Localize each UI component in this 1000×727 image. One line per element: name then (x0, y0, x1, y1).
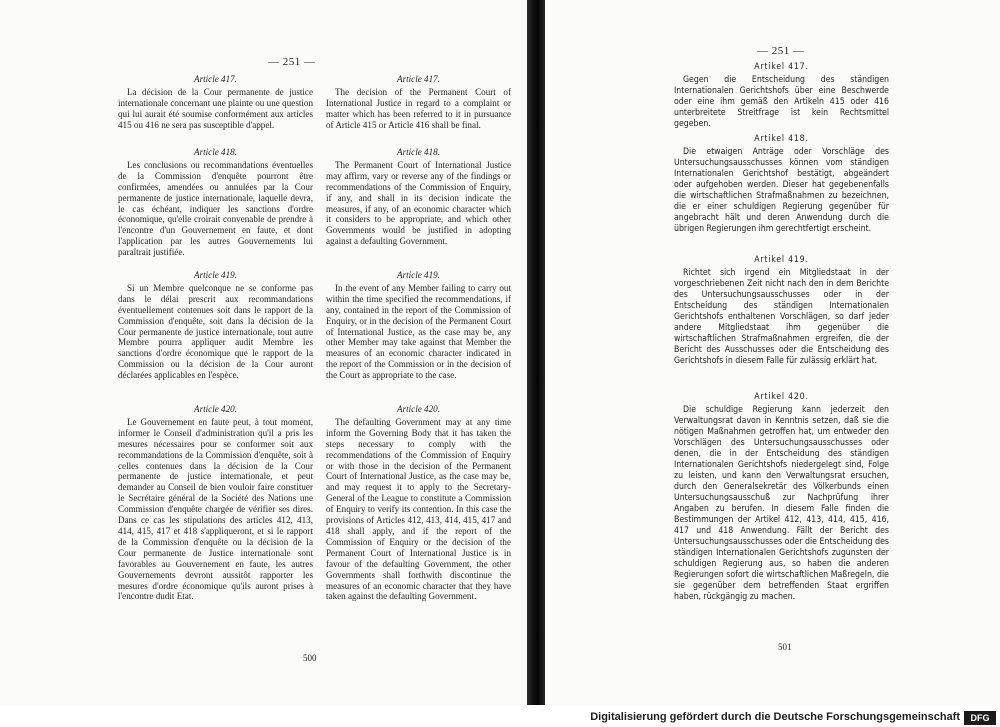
article-text: Die etwaigen Anträge oder Vorschläge des Untersuchungsausschusses können vom ständigen Internationalen Gerichtshof bestätigt, abgeändert oder aufgehoben werden. Dieser hat gegebenenfalls die wirtschaftlichen Strafmaßnahmen zu bezeichnen, die er einer schuldigen Regierung gegenüber für angebracht hält und deren Anwendung durch die übrigen Regierungen ihm gerechtfertigt erscheint. (674, 147, 889, 234)
article-420-en (326, 404, 511, 602)
article-text: The defaulting Government may at any time inform the Governing Body that it has taken the steps necessary to comply with the recommendations of the Commission of Enquiry or with those in the decision of the Permanent Court of International Justice, as the case may be, and may request it to apply to the Secretary-General of the League to constitute a Commission of Enquiry to verify its contention. In this case the provisions of Articles 412, 413, 414, 415, 417 and 418 shall apply, and if the report of the Commission of Enquiry or the decision of the Permanent Court of International Justice is in favour of the defaulting Government, the other Governments shall forthwith discontinue the measures of an economic character that they have taken against the defaulting Government. (326, 416, 511, 602)
article-417-de (674, 62, 889, 130)
article-text: The Permanent Court of International Justice may affirm, vary or reverse any of the findings or recommendations of the Commission of Enquiry, if any, and shall in its decision indicate the measures, if any, of an economic character which it considers to be appropriate, and which other Governments would be justified in adopting against a defaulting Government. (326, 159, 511, 247)
article-text: The decision of the Permanent Court of International Justice in regard to a complaint or matter which has been referred to it in pursuance of Article 415 or Article 416 shall be final. (326, 86, 511, 130)
article-418-fr (118, 147, 313, 258)
article-417-en (326, 74, 511, 131)
article-title: Article 417. (194, 74, 237, 84)
article-419-de (674, 255, 889, 367)
article-title: Artikel 419. (754, 255, 809, 265)
article-420-de (674, 392, 889, 603)
digitization-footer (0, 710, 1000, 727)
article-title: Article 418. (397, 147, 440, 157)
book-gutter (527, 0, 545, 705)
article-title: Article 419. (397, 270, 440, 280)
right-page-header: — 251 — (757, 45, 805, 57)
article-title: Article 419. (194, 270, 237, 280)
article-419-en (326, 270, 511, 381)
article-text: Les conclusions ou recommandations éventuelles de la Commission d'enquête pourront être confirmées, amendées ou annulées par la Cour permanente de justice internationale, laquelle devra, le cas échéant, indiquer les sanctions d'ordre économique, qu'elle croirait convenable de prendre à l'encontre d'un Gouvernement en faute, et dont l'application par les autres Gouvernements lui paraîtrait justifiée. (118, 159, 313, 258)
article-title: Article 420. (194, 404, 237, 414)
article-418-en (326, 147, 511, 247)
left-page-number: 500 (303, 653, 317, 663)
article-text: In the event of any Member failing to carry out within the time specified the recommendations, if any, contained in the report of the Commission of Enquiry, or in the decision of the Permanent Court of International Justice, as the case may be, any other Member may take against that Member the measures of an economic character indicated in the report of the Commission or in the decision of the Court as appropriate to the case. (326, 282, 511, 381)
article-text: Die schuldige Regierung kann jederzeit den Verwaltungsrat davon in Kenntnis setzen, daß sie die nötigen Maßnahmen getroffen hat, um entweder den Vorschlägen des Untersuchungsausschusses oder denen, die in der Entscheidung des ständigen Internationalen Gerichtshofs niedergelegt sind, Folge zu leisten, und kann den Verwaltungsrat ersuchen, durch den Generalsekretär des Völkerbunds einen Untersuchungsausschuß zur Nachprüfung ihrer Angaben zu berufen. In diesem Falle finden die Bestimmungen der Artikel 412, 413, 414, 415, 416, 417 und 418 Anwendung. Fällt der Bericht des Untersuchungsausschusses oder die Entscheidung des ständigen Internationalen Gerichtshofs zugunsten der schuldigen Regierung aus, so haben die anderen Regierungen sofort die wirtschaftlichen Maßregeln, die sie gegenüber dem betreffenden Staat ergriffen haben, rückgängig zu machen. (674, 405, 889, 602)
article-title: Artikel 417. (754, 62, 809, 72)
article-417-fr (118, 74, 313, 131)
article-420-fr (118, 404, 313, 602)
left-page-header: — 251 — (268, 56, 316, 68)
article-418-de (674, 134, 889, 235)
article-text: Le Gouvernement en faute peut, à tout moment, informer le Conseil d'administration qu'il a pris les mesures nécessaires pour se conformer soit aux recommandations de la Commission d'enquête, soit à celles contenues dans la décision de la Cour permanente de justice internationale, et peut demander au Conseil de bien vouloir faire constituer le Secrétaire général de la Société des Nations une Commission d'enquête chargée de vérifier ses dires. Dans ce cas les stipulations des articles 412, 413, 414, 415, 417 et 418 s'appliqueront, et si le rapport de la Commission d'enquête ou la décision de la Cour permanente de Justice internationale sont favorables au Gouvernement en faute, les autres Gouvernements devront aussitôt rapporter les mesures d'ordre économique qu'ils auront prises à l'encontre dudit Etat. (118, 416, 313, 602)
article-419-fr (118, 270, 313, 381)
article-text: Richtet sich irgend ein Mitgliedstaat in der vorgeschriebenen Zeit nicht nach den in dem Berichte des Untersuchungsausschusses oder in der Entscheidung des ständigen Internationalen Gerichtshofs enthaltenen Vorschlägen, so darf jeder andere Mitgliedstaat ihm gegenüber die wirtschaftlichen Strafmaßnahmen ergreifen, die der Bericht des Ausschusses oder die Entscheidung des Gerichtshofs in diesem Falle für zulässig erklärt hat. (674, 268, 889, 366)
article-title: Artikel 418. (754, 134, 809, 144)
article-title: Artikel 420. (754, 392, 809, 402)
article-text: La décision de la Cour permanente de justice internationale concernant une plainte ou une question qui lui aurait été soumise conformément aux articles 415 ou 416 ne sera pas susceptible d'appel. (118, 86, 313, 130)
funding-notice: Digitalisierung gefördert durch die Deutsche Forschungsgemeinschaft (590, 711, 960, 723)
dfg-logo[interactable]: DFG (964, 711, 996, 725)
article-text: Si un Membre quelconque ne se conforme pas dans le délai prescrit aux recommandations éventuellement contenues soit dans le rapport de la Commission d'enquête, soit dans la décision de la Cour permanente de justice internationale, tout autre Membre pourra appliquer audit Membre les sanctions d'ordre économique que le rapport de la Commission ou la décision de la Cour auront déclarées applicables en l'espèce. (118, 282, 313, 381)
article-title: Article 418. (194, 147, 237, 157)
right-page-number: 501 (778, 642, 792, 652)
article-text: Gegen die Entscheidung des ständigen Internationalen Gerichtshofs über eine Beschwerde oder eine ihm gemäß den Artikeln 415 oder 416 unterbreitete Streitfrage ist kein Rechtsmittel gegeben. (674, 75, 889, 129)
article-title: Article 417. (397, 74, 440, 84)
article-title: Article 420. (397, 404, 440, 414)
